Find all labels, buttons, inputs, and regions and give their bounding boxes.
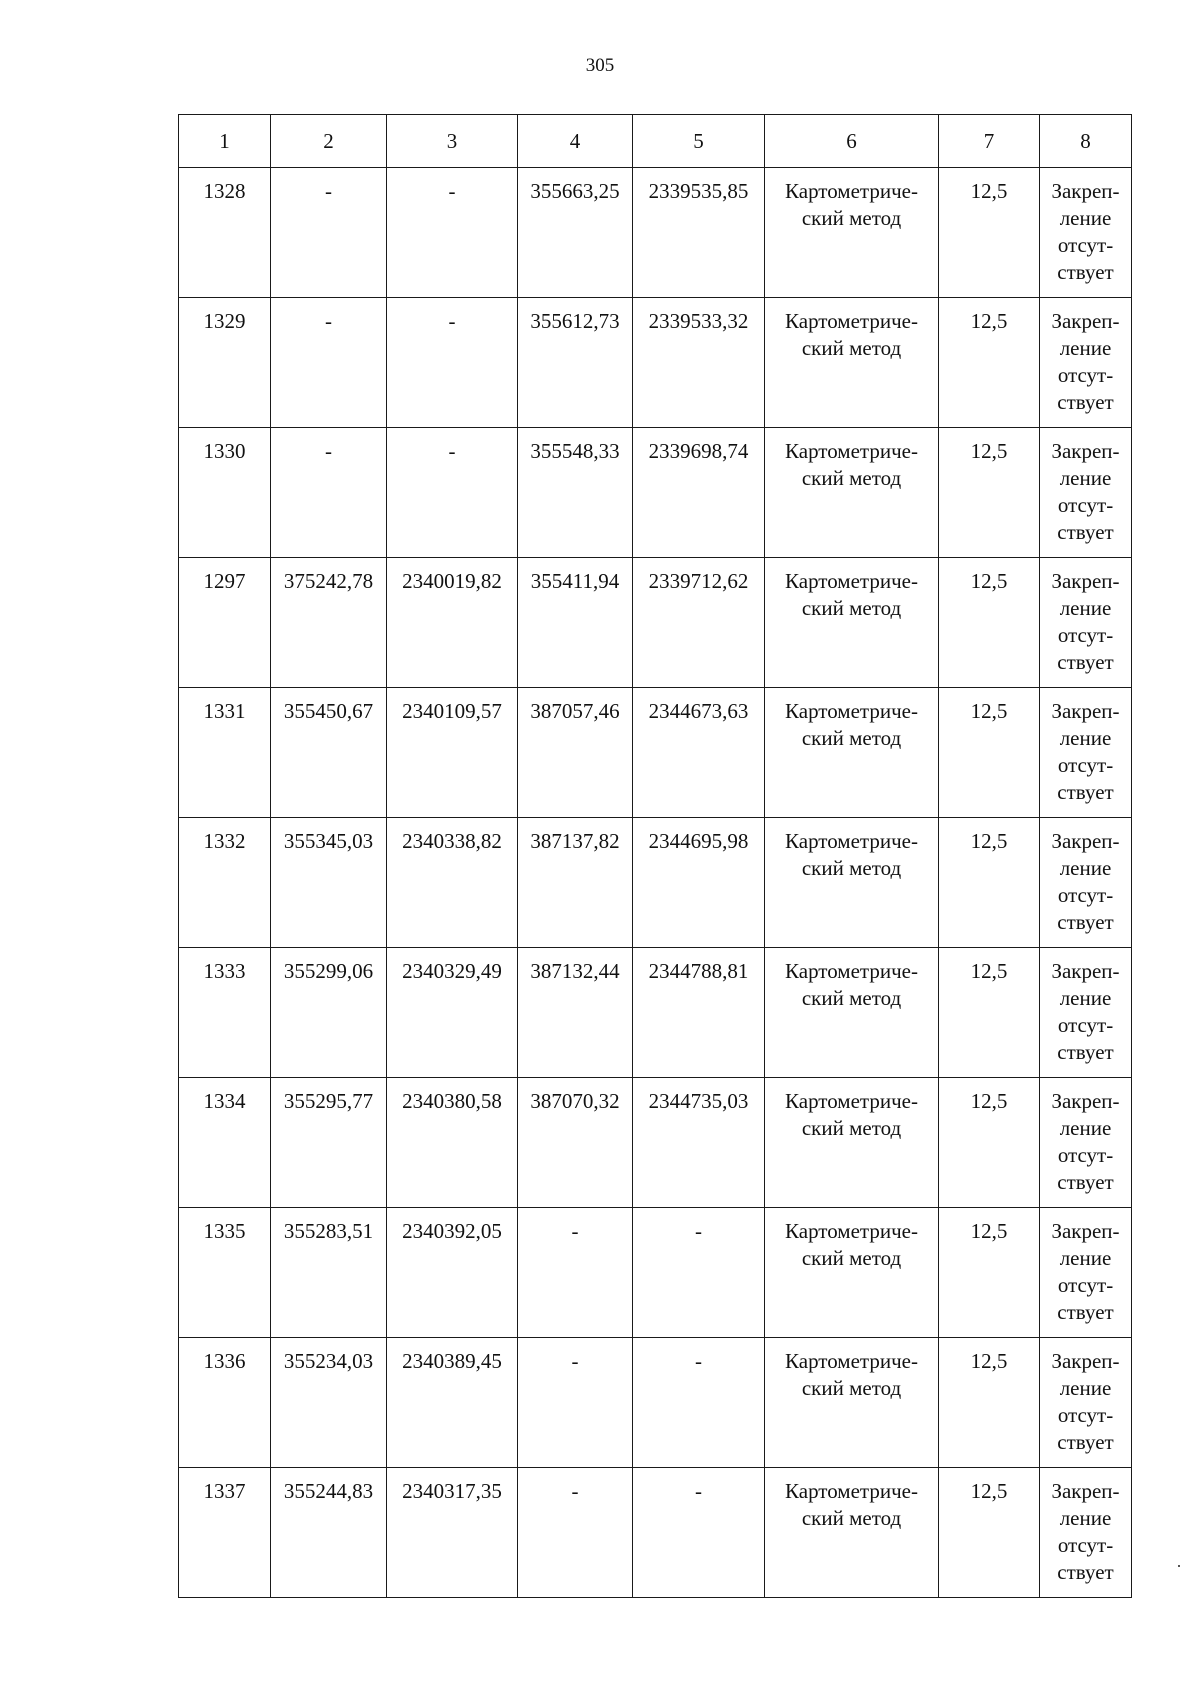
new-y-cell: - — [633, 1468, 765, 1598]
old-y-cell: 2340329,49 — [387, 948, 518, 1078]
fixation-cell: Закреп- ление отсут- ствует — [1040, 168, 1132, 298]
old-x-cell: - — [271, 168, 387, 298]
accuracy-cell: 12,5 — [939, 558, 1040, 688]
new-x-cell: 387057,46 — [518, 688, 633, 818]
method-cell: Картометриче- ский метод — [765, 948, 939, 1078]
old-y-cell: - — [387, 168, 518, 298]
accuracy-cell: 12,5 — [939, 168, 1040, 298]
method-cell: Картометриче- ский метод — [765, 428, 939, 558]
old-y-cell: - — [387, 298, 518, 428]
coordinates-table — [178, 114, 1132, 1598]
old-x-cell: 355450,67 — [271, 688, 387, 818]
old-x-cell: - — [271, 298, 387, 428]
scan-speck — [1178, 1565, 1180, 1567]
method-cell: Картометриче- ский метод — [765, 1468, 939, 1598]
new-x-cell: 355663,25 — [518, 168, 633, 298]
old-y-cell: 2340338,82 — [387, 818, 518, 948]
fixation-cell: Закреп- ление отсут- ствует — [1040, 1468, 1132, 1598]
new-x-cell: 387132,44 — [518, 948, 633, 1078]
table-row — [179, 1338, 1132, 1468]
method-cell: Картометриче- ский метод — [765, 1338, 939, 1468]
point-number-cell: 1332 — [179, 818, 271, 948]
table-body — [179, 168, 1132, 1598]
new-y-cell: 2344788,81 — [633, 948, 765, 1078]
fixation-cell: Закреп- ление отсут- ствует — [1040, 688, 1132, 818]
old-y-cell: 2340109,57 — [387, 688, 518, 818]
table-row — [179, 168, 1132, 298]
fixation-cell: Закреп- ление отсут- ствует — [1040, 1078, 1132, 1208]
point-number-cell: 1328 — [179, 168, 271, 298]
old-y-cell: 2340019,82 — [387, 558, 518, 688]
fixation-cell: Закреп- ление отсут- ствует — [1040, 298, 1132, 428]
header-cell-4: 4 — [518, 115, 633, 168]
new-y-cell: 2344735,03 — [633, 1078, 765, 1208]
new-x-cell: - — [518, 1338, 633, 1468]
header-cell-7: 7 — [939, 115, 1040, 168]
header-cell-2: 2 — [271, 115, 387, 168]
table-row — [179, 688, 1132, 818]
table-row — [179, 1468, 1132, 1598]
accuracy-cell: 12,5 — [939, 298, 1040, 428]
point-number-cell: 1297 — [179, 558, 271, 688]
old-y-cell: 2340392,05 — [387, 1208, 518, 1338]
old-y-cell: 2340389,45 — [387, 1338, 518, 1468]
method-cell: Картометриче- ский метод — [765, 1208, 939, 1338]
new-x-cell: - — [518, 1208, 633, 1338]
new-y-cell: - — [633, 1338, 765, 1468]
table-row — [179, 1078, 1132, 1208]
table-header — [179, 115, 1132, 168]
point-number-cell: 1337 — [179, 1468, 271, 1598]
method-cell: Картометриче- ский метод — [765, 818, 939, 948]
accuracy-cell: 12,5 — [939, 1468, 1040, 1598]
page-number: 305 — [585, 55, 615, 76]
fixation-cell: Закреп- ление отсут- ствует — [1040, 558, 1132, 688]
table-row — [179, 818, 1132, 948]
method-cell: Картометриче- ский метод — [765, 1078, 939, 1208]
old-y-cell: 2340380,58 — [387, 1078, 518, 1208]
fixation-cell: Закреп- ление отсут- ствует — [1040, 428, 1132, 558]
old-x-cell: 355295,77 — [271, 1078, 387, 1208]
new-y-cell: 2339698,74 — [633, 428, 765, 558]
method-cell: Картометриче- ский метод — [765, 298, 939, 428]
new-x-cell: 355548,33 — [518, 428, 633, 558]
method-cell: Картометриче- ский метод — [765, 688, 939, 818]
header-row — [179, 115, 1132, 168]
point-number-cell: 1331 — [179, 688, 271, 818]
point-number-cell: 1336 — [179, 1338, 271, 1468]
table-row — [179, 948, 1132, 1078]
old-x-cell: 375242,78 — [271, 558, 387, 688]
fixation-cell: Закреп- ление отсут- ствует — [1040, 818, 1132, 948]
header-cell-3: 3 — [387, 115, 518, 168]
new-y-cell: - — [633, 1208, 765, 1338]
old-x-cell: - — [271, 428, 387, 558]
fixation-cell: Закреп- ление отсут- ствует — [1040, 1208, 1132, 1338]
table-row — [179, 1208, 1132, 1338]
old-x-cell: 355234,03 — [271, 1338, 387, 1468]
table-row — [179, 428, 1132, 558]
accuracy-cell: 12,5 — [939, 818, 1040, 948]
new-x-cell: 355612,73 — [518, 298, 633, 428]
new-x-cell: 355411,94 — [518, 558, 633, 688]
point-number-cell: 1333 — [179, 948, 271, 1078]
fixation-cell: Закреп- ление отсут- ствует — [1040, 948, 1132, 1078]
point-number-cell: 1334 — [179, 1078, 271, 1208]
accuracy-cell: 12,5 — [939, 1338, 1040, 1468]
new-y-cell: 2344673,63 — [633, 688, 765, 818]
header-cell-1: 1 — [179, 115, 271, 168]
new-x-cell: 387137,82 — [518, 818, 633, 948]
old-x-cell: 355283,51 — [271, 1208, 387, 1338]
point-number-cell: 1335 — [179, 1208, 271, 1338]
old-x-cell: 355244,83 — [271, 1468, 387, 1598]
table-row — [179, 558, 1132, 688]
new-y-cell: 2339535,85 — [633, 168, 765, 298]
new-x-cell: 387070,32 — [518, 1078, 633, 1208]
accuracy-cell: 12,5 — [939, 948, 1040, 1078]
accuracy-cell: 12,5 — [939, 1078, 1040, 1208]
new-x-cell: - — [518, 1468, 633, 1598]
old-x-cell: 355345,03 — [271, 818, 387, 948]
fixation-cell: Закреп- ление отсут- ствует — [1040, 1338, 1132, 1468]
accuracy-cell: 12,5 — [939, 1208, 1040, 1338]
new-y-cell: 2339533,32 — [633, 298, 765, 428]
header-cell-8: 8 — [1040, 115, 1132, 168]
old-x-cell: 355299,06 — [271, 948, 387, 1078]
point-number-cell: 1330 — [179, 428, 271, 558]
method-cell: Картометриче- ский метод — [765, 558, 939, 688]
old-y-cell: 2340317,35 — [387, 1468, 518, 1598]
accuracy-cell: 12,5 — [939, 688, 1040, 818]
header-cell-6: 6 — [765, 115, 939, 168]
accuracy-cell: 12,5 — [939, 428, 1040, 558]
new-y-cell: 2339712,62 — [633, 558, 765, 688]
table-row — [179, 298, 1132, 428]
header-cell-5: 5 — [633, 115, 765, 168]
old-y-cell: - — [387, 428, 518, 558]
new-y-cell: 2344695,98 — [633, 818, 765, 948]
method-cell: Картометриче- ский метод — [765, 168, 939, 298]
point-number-cell: 1329 — [179, 298, 271, 428]
